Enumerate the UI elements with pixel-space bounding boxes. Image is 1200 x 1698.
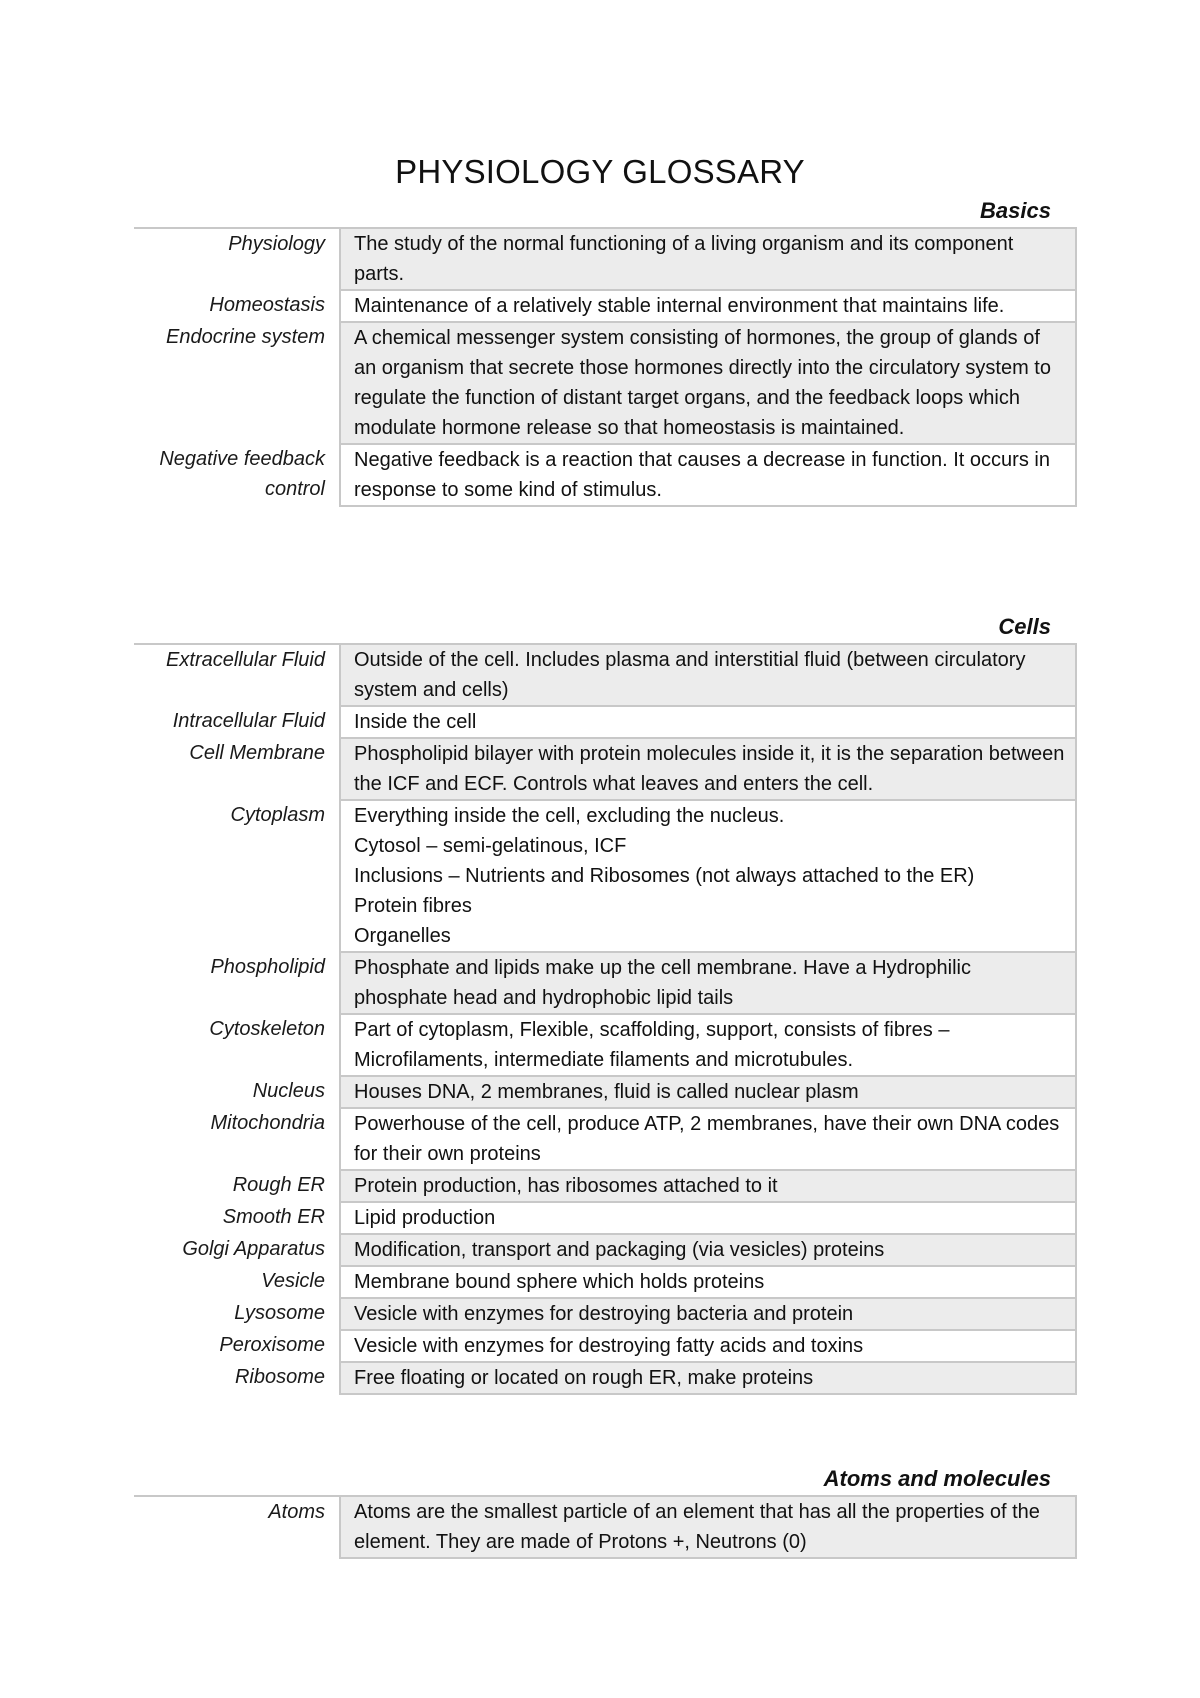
entry-term: Cell Membrane: [189, 742, 325, 764]
glossary-entry: [134, 444, 1076, 506]
glossary-entry: [134, 1170, 1076, 1202]
glossary-entry: [134, 1496, 1076, 1558]
entry-term: Smooth ER: [222, 1206, 325, 1228]
entry-term: Phospholipid: [210, 956, 325, 978]
entry-definition: Powerhouse of the cell, produce ATP, 2 membranes, have their own DNA codes for their own proteins: [340, 1108, 1076, 1170]
glossary-entry: [134, 1014, 1076, 1076]
entry-definition: Lipid production: [340, 1202, 1076, 1234]
section-heading: Cells: [998, 614, 1051, 639]
entry-definition: Vesicle with enzymes for destroying fatty acids and toxins: [340, 1330, 1076, 1362]
glossary-entry: [134, 644, 1076, 706]
entry-definition: Vesicle with enzymes for destroying bacteria and protein: [340, 1298, 1076, 1330]
entry-definition: Maintenance of a relatively stable internal environment that maintains life.: [340, 290, 1076, 322]
entry-definition: A chemical messenger system consisting of hormones, the group of glands of an organism that secrete those hormones directly into the circulatory system to regulate the function of distant target organs, and the feedback loops which modulate hormone release so that homeostasis is maintained.: [340, 322, 1076, 444]
glossary-entry: [134, 738, 1076, 800]
entry-term: Ribosome: [234, 1366, 325, 1388]
glossary-entry: [134, 1362, 1076, 1394]
entry-term: Atoms: [134, 1496, 340, 1558]
entry-definition: Inside the cell: [340, 706, 1076, 738]
entry-term: Peroxisome: [219, 1334, 325, 1356]
entry-term: Vesicle: [261, 1270, 325, 1292]
entry-definition: [340, 800, 1076, 952]
glossary-entry: [134, 1108, 1076, 1170]
section-atoms-and-molecules: [134, 1465, 1052, 1559]
definition-line: Organelles: [354, 925, 451, 947]
entry-term: Golgi Apparatus: [182, 1238, 325, 1260]
glossary-entry: [134, 1202, 1076, 1234]
glossary-entry: [134, 228, 1076, 290]
glossary-entry: [134, 1076, 1076, 1108]
entry-term: Endocrine system: [166, 326, 325, 348]
glossary-entry: [134, 952, 1076, 1014]
definition-line: Everything inside the cell, excluding the nucleus.: [354, 805, 785, 827]
glossary-entry: [134, 1298, 1076, 1330]
glossary-entry: [134, 1234, 1076, 1266]
glossary-table: [134, 227, 1077, 507]
glossary-entry: [134, 1266, 1076, 1298]
entry-definition: Outside of the cell. Includes plasma and interstitial fluid (between circulatory system and cells): [340, 644, 1076, 706]
entry-term: Extracellular Fluid: [134, 644, 340, 706]
glossary-entry: [134, 290, 1076, 322]
entry-definition: Modification, transport and packaging (via vesicles) proteins: [340, 1234, 1076, 1266]
entry-definition: Free floating or located on rough ER, make proteins: [340, 1362, 1076, 1394]
section-heading: Basics: [980, 198, 1051, 223]
glossary-entry: [134, 322, 1076, 444]
entry-definition: Negative feedback is a reaction that causes a decrease in function. It occurs in response to some kind of stimulus.: [340, 444, 1076, 506]
entry-definition: Part of cytoplasm, Flexible, scaffolding, support, consists of fibres – Microfilaments, intermediate filaments and microtubules.: [340, 1014, 1076, 1076]
page-title: PHYSIOLOGY GLOSSARY: [395, 153, 805, 190]
entry-definition: Atoms are the smallest particle of an element that has all the properties of the element. They are made of Protons +, Neutrons (0): [340, 1496, 1076, 1558]
entry-definition: Protein production, has ribosomes attached to it: [340, 1170, 1076, 1202]
entry-definition: Phosphate and lipids make up the cell membrane. Have a Hydrophilic phosphate head and hydrophobic lipid tails: [340, 952, 1076, 1014]
definition-line: Cytosol – semi-gelatinous, ICF: [354, 835, 627, 857]
entry-term: Homeostasis: [209, 294, 325, 316]
glossary-entry: [134, 706, 1076, 738]
entry-term: Cytoskeleton: [209, 1018, 325, 1040]
definition-line: Protein fibres: [354, 895, 472, 917]
entry-term: Mitochondria: [210, 1112, 325, 1134]
entry-term: Rough ER: [232, 1174, 325, 1196]
entry-term: Intracellular Fluid: [172, 710, 325, 732]
entry-definition: Houses DNA, 2 membranes, fluid is called nuclear plasm: [340, 1076, 1076, 1108]
glossary-table: [134, 1495, 1077, 1559]
entry-term: Nucleus: [252, 1080, 325, 1102]
section-basics: [134, 197, 1052, 507]
entry-term: Lysosome: [234, 1302, 325, 1324]
glossary-table: [134, 643, 1077, 1395]
entry-definition: Phospholipid bilayer with protein molecules inside it, it is the separation between the ICF and ECF. Controls what leaves and enters the cell.: [340, 738, 1076, 800]
definition-line: Inclusions – Nutrients and Ribosomes (not always attached to the ER): [354, 865, 975, 887]
glossary-entry: [134, 800, 1076, 952]
glossary-entry: [134, 1330, 1076, 1362]
entry-term: Negative feedback control: [159, 448, 325, 500]
entry-definition: The study of the normal functioning of a living organism and its component parts.: [340, 228, 1076, 290]
section-heading: Atoms and molecules: [823, 1466, 1051, 1491]
section-cells: [134, 613, 1065, 1395]
entry-term: Physiology: [134, 228, 340, 290]
entry-term: Cytoplasm: [230, 804, 325, 826]
entry-definition: Membrane bound sphere which holds proteins: [340, 1266, 1076, 1298]
